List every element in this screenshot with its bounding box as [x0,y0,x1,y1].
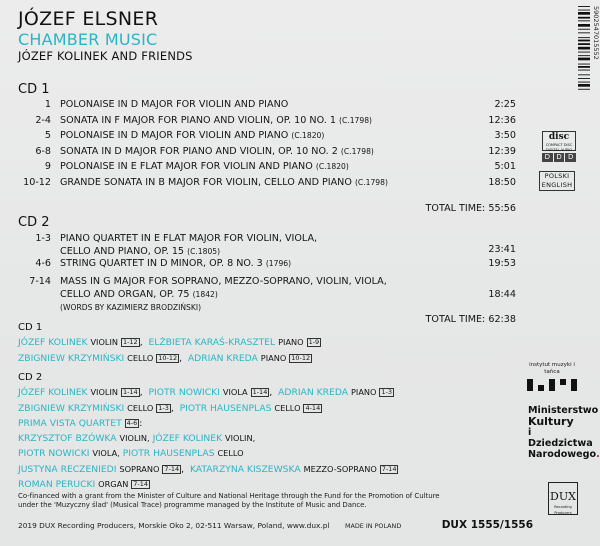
track-duration: 12:36 [488,114,516,126]
barcode-bar [578,64,590,65]
performers-cd1-heading: CD 1 [18,322,43,333]
composition-date: (C.1805) [187,247,221,256]
performer-name: ELŻBIETA KARAŚ-KRASZTEL [148,337,276,349]
barcode-bar [578,17,590,19]
composition-date: (1796) [265,259,292,268]
composition-date: (1842) [192,289,218,299]
track-range: 1-14 [252,388,268,397]
track-row [18,176,516,192]
performers-cd1 [18,320,438,366]
track-duration: 19:53 [488,258,516,269]
track-range: 1-3 [158,403,169,412]
performer-name: JÓZEF KOLINEK [152,433,223,445]
track-number: 1-3 [35,233,51,244]
lyricist-credit: (WORDS BY KAZIMIERZ BRODZIŃSKI) [60,302,202,312]
performer-name: PIOTR NOWICKI [18,448,90,460]
publisher-address: 2019 DUX Recording Producers, Morskie Oko 2, 02-511 Warsaw, Poland, www.dux.pl [18,521,330,530]
institute-logo [527,362,577,391]
instrument: SOPRANO [119,463,160,474]
instrument: PIANO [350,387,377,398]
performer-name: ADRIAN KREDA [187,352,258,364]
barcode-bar [578,82,590,83]
track-title: POLONAISE IN E FLAT MAJOR FOR VIOLIN AND PIANO (C.1820) [60,161,349,173]
instrument: VIOLIN, [225,433,256,444]
made-in: MADE IN POLAND [345,522,402,530]
barcode-bar [578,37,590,38]
track-range: 1-12 [122,338,138,347]
barcode-bar [578,6,590,7]
barcode-bar [578,78,590,79]
instrument: PIANO [260,352,287,363]
ministry-logo: Ministerstwo Kultury i Dziedzictwa Narodowego. [528,405,600,460]
barcode-bar [578,29,590,30]
performer-line [18,446,438,461]
track-number: 9 [44,161,51,173]
ensemble-name: PRIMA VISTA QUARTET [18,417,122,429]
instrument: VIOLIN [90,337,119,348]
performer-line: ZBIGNIEW KRZYMIŃSKI CELLO 10-12 , ADRIAN KREDA PIANO 10-12 [18,352,311,364]
performer-name: PIOTR NOWICKI [148,387,220,399]
barcode-bar [578,66,590,68]
track-row [18,98,516,114]
track-title: STRING QUARTET IN D MINOR, OP. 8 NO. 3 (1796) [60,258,292,269]
barcode-bar [578,12,590,15]
performers-cd2-heading: CD 2 [18,372,43,383]
instrument: VIOLA [222,387,248,398]
barcode-bar [578,10,590,11]
track-number: 5 [44,130,51,142]
track-duration: 2:25 [494,99,516,110]
track-row [18,232,516,256]
barcode-bar [578,47,590,50]
barcode-bar [578,24,590,27]
header [18,8,193,64]
language-badge: POLSKI ENGLISH [539,171,575,191]
performer-line: JÓZEF KOLINEK AND FRIENDS [18,49,193,63]
barcode-bar [578,43,590,45]
dux-logo: DUX Recording Producers [548,482,578,515]
compact-disc-logo [542,131,576,162]
track-title: MASS IN G MAJOR FOR SOPRANO, MEZZO-SOPRANO, VIOLIN, VIOLA, CELLO AND ORGAN, OP. 75 (1842) (WORDS BY KAZIMIERZ BRODZIŃSKI) [60,275,387,312]
track-row [18,275,516,311]
track-number: 2-4 [35,114,51,126]
instrument: PIANO [278,337,304,348]
track-range: 4-14 [305,403,321,412]
instrument: VIOLIN [90,387,119,398]
performer-line: JÓZEF KOLINEK VIOLIN 1-12 , ELŻBIETA KARAŚ-KRASZTEL PIANO 1-9 [18,337,320,349]
performer-line: JUSTYNA RECZENIEDI SOPRANO 7-14 , KATARZYNA KISZEWSKA MEZZO-SOPRANO 7-14 [18,463,397,475]
track-title: SONATA IN D MAJOR FOR PIANO AND VIOLIN, OP. 10 NO. 2 (C.1798) [60,145,374,157]
track-row [18,114,516,130]
track-row [18,145,516,161]
performer-name: PIOTR HAUSENPLAS [122,448,215,460]
performer-name: ROMAN PERUCKI [18,479,96,491]
performer-name: JUSTYNA RECZENIEDI [18,463,117,475]
cd1-tracklist [18,98,516,192]
track-number: 1 [44,99,51,110]
instrument: VIOLIN, [119,433,150,444]
cd1-heading: CD 1 [18,82,50,97]
performer-name: ZBIGNIEW KRZYMIŃSKI [18,402,125,414]
composition-date: (C.1820) [315,162,349,172]
performer-name: KATARZYNA KISZEWSKA [189,463,301,475]
performer-name: JÓZEF KOLINEK [18,337,88,349]
track-range: 1-3 [381,388,393,397]
track-duration: 23:41 [488,244,516,255]
track-duration: 5:01 [494,161,516,173]
institute-mark-icon [527,379,577,391]
cd2-tracklist [18,232,516,311]
composition-date: (C.1798) [340,146,374,156]
cd1-total-time: TOTAL TIME: 55:56 [425,203,516,214]
track-row [18,129,516,145]
track-duration: 18:50 [488,176,516,188]
ensemble-line: PRIMA VISTA QUARTET 4-6 : [18,417,143,429]
composition-date: (C.1798) [339,115,373,125]
track-range: 1-9 [308,338,320,347]
performer-line: JÓZEF KOLINEK VIOLIN 1-14 , PIOTR NOWICKI VIOLA 1-14 , ADRIAN KREDA PIANO 1-3 [18,387,393,399]
performer-line [18,431,438,446]
barcode-bar [578,70,590,71]
barcode-bar [578,40,590,42]
barcode-bar [578,55,590,56]
funding-note: Co-financed with a grant from the Minister of Culture and National Heritage through the Fund for the Promotion of Culture under the 'Muzyczny ślad' (Musical Trace) programme managed by the Institute of Music and Dance. [18,492,440,509]
track-title: GRANDE SONATA IN B MAJOR FOR VIOLIN, CELLO AND PIANO (C.1798) [60,176,388,188]
composition-date: (C.1798) [354,177,388,187]
barcode-bar [578,52,590,53]
instrument: CELLO [217,448,244,459]
cd2-total-time: TOTAL TIME: 62:38 [425,314,516,325]
instrument: CELLO [127,402,154,413]
instrument: CELLO [274,402,301,413]
track-row [18,257,516,275]
barcode-bar [578,20,590,21]
performer-line: ZBIGNIEW KRZYMIŃSKI CELLO 1-3 , PIOTR HAUSENPLAS CELLO 4-14 [18,402,321,414]
barcode-bar [578,32,590,33]
track-number: 4-6 [35,258,51,269]
performer-name: KRZYSZTOF BZÓWKA [18,433,117,445]
barcode-bar [578,74,590,75]
performer-name: PIOTR HAUSENPLAS [179,402,272,414]
track-range: 7-14 [164,464,180,473]
album-title: CHAMBER MUSIC [18,30,158,49]
institute-name: instytut muzyki i tańca [529,362,575,375]
track-number: 7-14 [29,275,51,287]
track-duration: 12:39 [488,145,516,157]
performer-line [18,477,438,492]
track-range: 10-12 [158,353,178,362]
barcode-bar [578,89,590,90]
track-range: 1-14 [122,388,138,397]
track-title: POLONAISE IN D MAJOR FOR VIOLIN AND PIANO (C.1820) [60,130,325,142]
track-row [18,160,516,176]
track-range: 7-14 [133,480,149,489]
track-range: 10-12 [291,353,311,362]
barcode-digits: 5902547015552 [592,6,600,60]
performers-cd2 [18,370,438,492]
track-title: SONATA IN F MAJOR FOR PIANO AND VIOLIN, OP. 10 NO. 1 (C.1798) [60,114,373,126]
composition-date: (C.1820) [291,131,325,141]
track-range: 4-6 [126,418,138,427]
track-number: 10-12 [23,176,51,188]
barcode-bar [578,58,590,61]
disc-icon: disc COMPACT DISC DIGITAL AUDIO [542,131,576,151]
catalog-number: DUX 1555/1556 [441,519,533,531]
performer-name: JÓZEF KOLINEK [18,387,88,399]
instrument: VIOLA, [92,448,120,459]
track-duration: 18:44 [488,288,516,300]
composer-name: JÓZEF ELSNER [18,8,159,30]
track-range: 7-14 [381,464,397,473]
performer-name: ADRIAN KREDA [278,387,349,399]
track-duration: 3:50 [494,130,516,142]
barcode-bar [578,84,590,87]
cd2-heading: CD 2 [18,215,50,230]
performer-name: ZBIGNIEW KRZYMIŃSKI [18,352,125,364]
instrument: ORGAN [98,479,129,490]
track-title: PIANO QUARTET IN E FLAT MAJOR FOR VIOLIN, VIOLA, CELLO AND PIANO, OP. 15 (C.1805) [60,233,318,257]
barcode-icon [578,4,600,120]
ddd-badge: D D D [542,153,576,162]
instrument: CELLO [127,352,154,363]
instrument: MEZZO-SOPRANO [303,463,377,474]
track-number: 6-8 [35,145,51,157]
track-title: POLONAISE IN D MAJOR FOR VIOLIN AND PIANO [60,99,289,110]
